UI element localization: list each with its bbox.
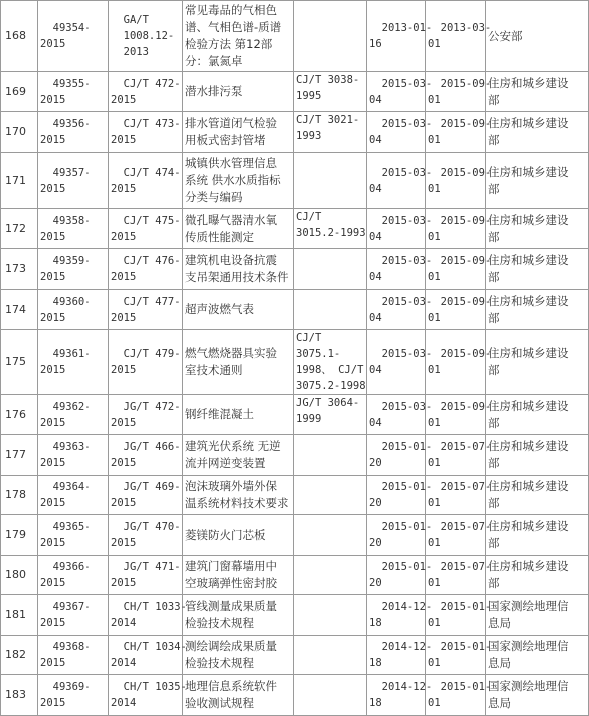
standard-name-cell: 管线测量成果质量 检验技术规程 <box>183 595 294 636</box>
standard-number-cell: JG/T 469- 2015 <box>109 476 183 515</box>
effective-date-cell: 2015-01- 01 <box>426 595 486 636</box>
table-row <box>1 249 589 290</box>
department-cell: 国家测绘地理信 息局 <box>486 636 589 675</box>
table-row <box>1 435 589 476</box>
replaced-standard-cell <box>294 153 367 209</box>
release-date-cell: 2015-03- 04 <box>367 330 426 395</box>
department-cell: 住房和城乡建设 部 <box>486 556 589 595</box>
effective-date-cell: 2015-07- 01 <box>426 435 486 476</box>
replaced-standard-cell <box>294 476 367 515</box>
table-row <box>1 395 589 435</box>
department-cell: 住房和城乡建设 部 <box>486 112 589 153</box>
record-code-cell: 49361- 2015 <box>38 330 109 395</box>
standard-name-cell: 常见毒品的气相色 谱、气相色谱-质谱 检验方法 第12部 分：氯氮卓 <box>183 1 294 72</box>
release-date-cell: 2015-03- 04 <box>367 72 426 112</box>
record-code-cell: 49359- 2015 <box>38 249 109 290</box>
record-code-cell: 49364- 2015 <box>38 476 109 515</box>
standard-number-cell: CH/T 1035- 2014 <box>109 675 183 716</box>
row-number-cell: 170 <box>1 112 38 153</box>
release-date-cell: 2014-12- 18 <box>367 595 426 636</box>
standard-name-cell: 微孔曝气器清水氧 传质性能测定 <box>183 209 294 249</box>
effective-date-cell: 2015-09- 01 <box>426 290 486 330</box>
effective-date-cell: 2013-03- 01 <box>426 1 486 72</box>
effective-date-cell: 2015-09- 01 <box>426 395 486 435</box>
record-code-cell: 49360- 2015 <box>38 290 109 330</box>
release-date-cell: 2013-01- 16 <box>367 1 426 72</box>
record-code-cell: 49367- 2015 <box>38 595 109 636</box>
standard-number-cell: CH/T 1034- 2014 <box>109 636 183 675</box>
standard-number-cell: CJ/T 474- 2015 <box>109 153 183 209</box>
table-row <box>1 476 589 515</box>
release-date-cell: 2015-03- 04 <box>367 290 426 330</box>
row-number-cell: 175 <box>1 330 38 395</box>
standard-name-cell: 建筑机电设备抗震 支吊架通用技术条件 <box>183 249 294 290</box>
replaced-standard-cell <box>294 636 367 675</box>
standard-number-cell: GA/T 1008.12- 2013 <box>109 1 183 72</box>
table-body <box>1 1 589 716</box>
release-date-cell: 2014-12- 18 <box>367 636 426 675</box>
effective-date-cell: 2015-09- 01 <box>426 112 486 153</box>
department-cell: 住房和城乡建设 部 <box>486 515 589 556</box>
table-row <box>1 675 589 716</box>
effective-date-cell: 2015-09- 01 <box>426 72 486 112</box>
row-number-cell: 182 <box>1 636 38 675</box>
table-row <box>1 290 589 330</box>
department-cell: 住房和城乡建设 部 <box>486 72 589 112</box>
table-row <box>1 209 589 249</box>
standard-number-cell: JG/T 466- 2015 <box>109 435 183 476</box>
record-code-cell: 49368- 2015 <box>38 636 109 675</box>
release-date-cell: 2015-01- 20 <box>367 435 426 476</box>
record-code-cell: 49366- 2015 <box>38 556 109 595</box>
replaced-standard-cell <box>294 515 367 556</box>
record-code-cell: 49363- 2015 <box>38 435 109 476</box>
standard-name-cell: 城镇供水管理信息 系统 供水水质指标 分类与编码 <box>183 153 294 209</box>
replaced-standard-cell <box>294 435 367 476</box>
release-date-cell: 2015-01- 20 <box>367 556 426 595</box>
row-number-cell: 178 <box>1 476 38 515</box>
effective-date-cell: 2015-01- 01 <box>426 675 486 716</box>
standard-number-cell: CJ/T 477- 2015 <box>109 290 183 330</box>
standard-number-cell: CJ/T 475- 2015 <box>109 209 183 249</box>
release-date-cell: 2015-03- 04 <box>367 249 426 290</box>
replaced-standard-cell <box>294 1 367 72</box>
effective-date-cell: 2015-07- 01 <box>426 515 486 556</box>
department-cell: 住房和城乡建设 部 <box>486 209 589 249</box>
table-row <box>1 153 589 209</box>
record-code-cell: 49362- 2015 <box>38 395 109 435</box>
standard-name-cell: 潜水排污泵 <box>183 72 294 112</box>
replaced-standard-cell <box>294 675 367 716</box>
table-row <box>1 1 589 72</box>
replaced-standard-cell: JG/T 3064- 1999 <box>294 395 367 435</box>
standard-name-cell: 燃气燃烧器具实验 室技术通则 <box>183 330 294 395</box>
row-number-cell: 174 <box>1 290 38 330</box>
row-number-cell: 183 <box>1 675 38 716</box>
release-date-cell: 2015-03- 04 <box>367 209 426 249</box>
row-number-cell: 171 <box>1 153 38 209</box>
effective-date-cell: 2015-09- 01 <box>426 153 486 209</box>
record-code-cell: 49369- 2015 <box>38 675 109 716</box>
replaced-standard-cell <box>294 556 367 595</box>
row-number-cell: 180 <box>1 556 38 595</box>
row-number-cell: 172 <box>1 209 38 249</box>
record-code-cell: 49365- 2015 <box>38 515 109 556</box>
row-number-cell: 176 <box>1 395 38 435</box>
standard-name-cell: 建筑光伏系统 无逆 流并网逆变装置 <box>183 435 294 476</box>
table-row <box>1 72 589 112</box>
replaced-standard-cell <box>294 595 367 636</box>
standard-name-cell: 建筑门窗幕墙用中 空玻璃弹性密封胶 <box>183 556 294 595</box>
release-date-cell: 2015-03- 04 <box>367 395 426 435</box>
effective-date-cell: 2015-09- 01 <box>426 330 486 395</box>
row-number-cell: 169 <box>1 72 38 112</box>
department-cell: 住房和城乡建设 部 <box>486 330 589 395</box>
row-number-cell: 181 <box>1 595 38 636</box>
standard-name-cell: 超声波燃气表 <box>183 290 294 330</box>
standard-number-cell: JG/T 471- 2015 <box>109 556 183 595</box>
table-row <box>1 112 589 153</box>
record-code-cell: 49357- 2015 <box>38 153 109 209</box>
effective-date-cell: 2015-01- 01 <box>426 636 486 675</box>
department-cell: 住房和城乡建设 部 <box>486 153 589 209</box>
replaced-standard-cell: CJ/T 3038- 1995 <box>294 72 367 112</box>
standard-number-cell: JG/T 472- 2015 <box>109 395 183 435</box>
department-cell: 住房和城乡建设 部 <box>486 290 589 330</box>
standard-number-cell: CJ/T 476- 2015 <box>109 249 183 290</box>
standard-name-cell: 菱镁防火门芯板 <box>183 515 294 556</box>
replaced-standard-cell: CJ/T 3015.2-1993 <box>294 209 367 249</box>
record-code-cell: 49356- 2015 <box>38 112 109 153</box>
standard-name-cell: 排水管道闭气检验 用板式密封管堵 <box>183 112 294 153</box>
standard-name-cell: 地理信息系统软件 验收测试规程 <box>183 675 294 716</box>
table-row <box>1 556 589 595</box>
table-row <box>1 330 589 395</box>
department-cell: 住房和城乡建设 部 <box>486 249 589 290</box>
row-number-cell: 177 <box>1 435 38 476</box>
record-code-cell: 49355- 2015 <box>38 72 109 112</box>
replaced-standard-cell: CJ/T 3075.1- 1998、 CJ/T 3075.2-1998 <box>294 330 367 395</box>
record-code-cell: 49358- 2015 <box>38 209 109 249</box>
row-number-cell: 179 <box>1 515 38 556</box>
standard-number-cell: JG/T 470- 2015 <box>109 515 183 556</box>
department-cell: 公安部 <box>486 1 589 72</box>
record-code-cell: 49354- 2015 <box>38 1 109 72</box>
department-cell: 国家测绘地理信 息局 <box>486 675 589 716</box>
department-cell: 住房和城乡建设 部 <box>486 435 589 476</box>
effective-date-cell: 2015-09- 01 <box>426 249 486 290</box>
release-date-cell: 2015-01- 20 <box>367 476 426 515</box>
row-number-cell: 173 <box>1 249 38 290</box>
standard-name-cell: 钢纤维混凝土 <box>183 395 294 435</box>
effective-date-cell: 2015-09- 01 <box>426 209 486 249</box>
row-number-cell: 168 <box>1 1 38 72</box>
replaced-standard-cell <box>294 290 367 330</box>
department-cell: 住房和城乡建设 部 <box>486 395 589 435</box>
effective-date-cell: 2015-07- 01 <box>426 476 486 515</box>
table-row <box>1 595 589 636</box>
standard-number-cell: CJ/T 472- 2015 <box>109 72 183 112</box>
department-cell: 国家测绘地理信 息局 <box>486 595 589 636</box>
table-row <box>1 636 589 675</box>
standard-number-cell: CJ/T 479- 2015 <box>109 330 183 395</box>
release-date-cell: 2015-03- 04 <box>367 112 426 153</box>
department-cell: 住房和城乡建设 部 <box>486 476 589 515</box>
effective-date-cell: 2015-07- 01 <box>426 556 486 595</box>
table-row <box>1 515 589 556</box>
replaced-standard-cell: CJ/T 3021- 1993 <box>294 112 367 153</box>
standard-number-cell: CJ/T 473- 2015 <box>109 112 183 153</box>
standard-number-cell: CH/T 1033- 2014 <box>109 595 183 636</box>
release-date-cell: 2015-01- 20 <box>367 515 426 556</box>
release-date-cell: 2014-12- 18 <box>367 675 426 716</box>
replaced-standard-cell <box>294 249 367 290</box>
standard-name-cell: 测绘调绘成果质量 检验技术规程 <box>183 636 294 675</box>
release-date-cell: 2015-03- 04 <box>367 153 426 209</box>
standard-name-cell: 泡沫玻璃外墙外保 温系统材料技术要求 <box>183 476 294 515</box>
